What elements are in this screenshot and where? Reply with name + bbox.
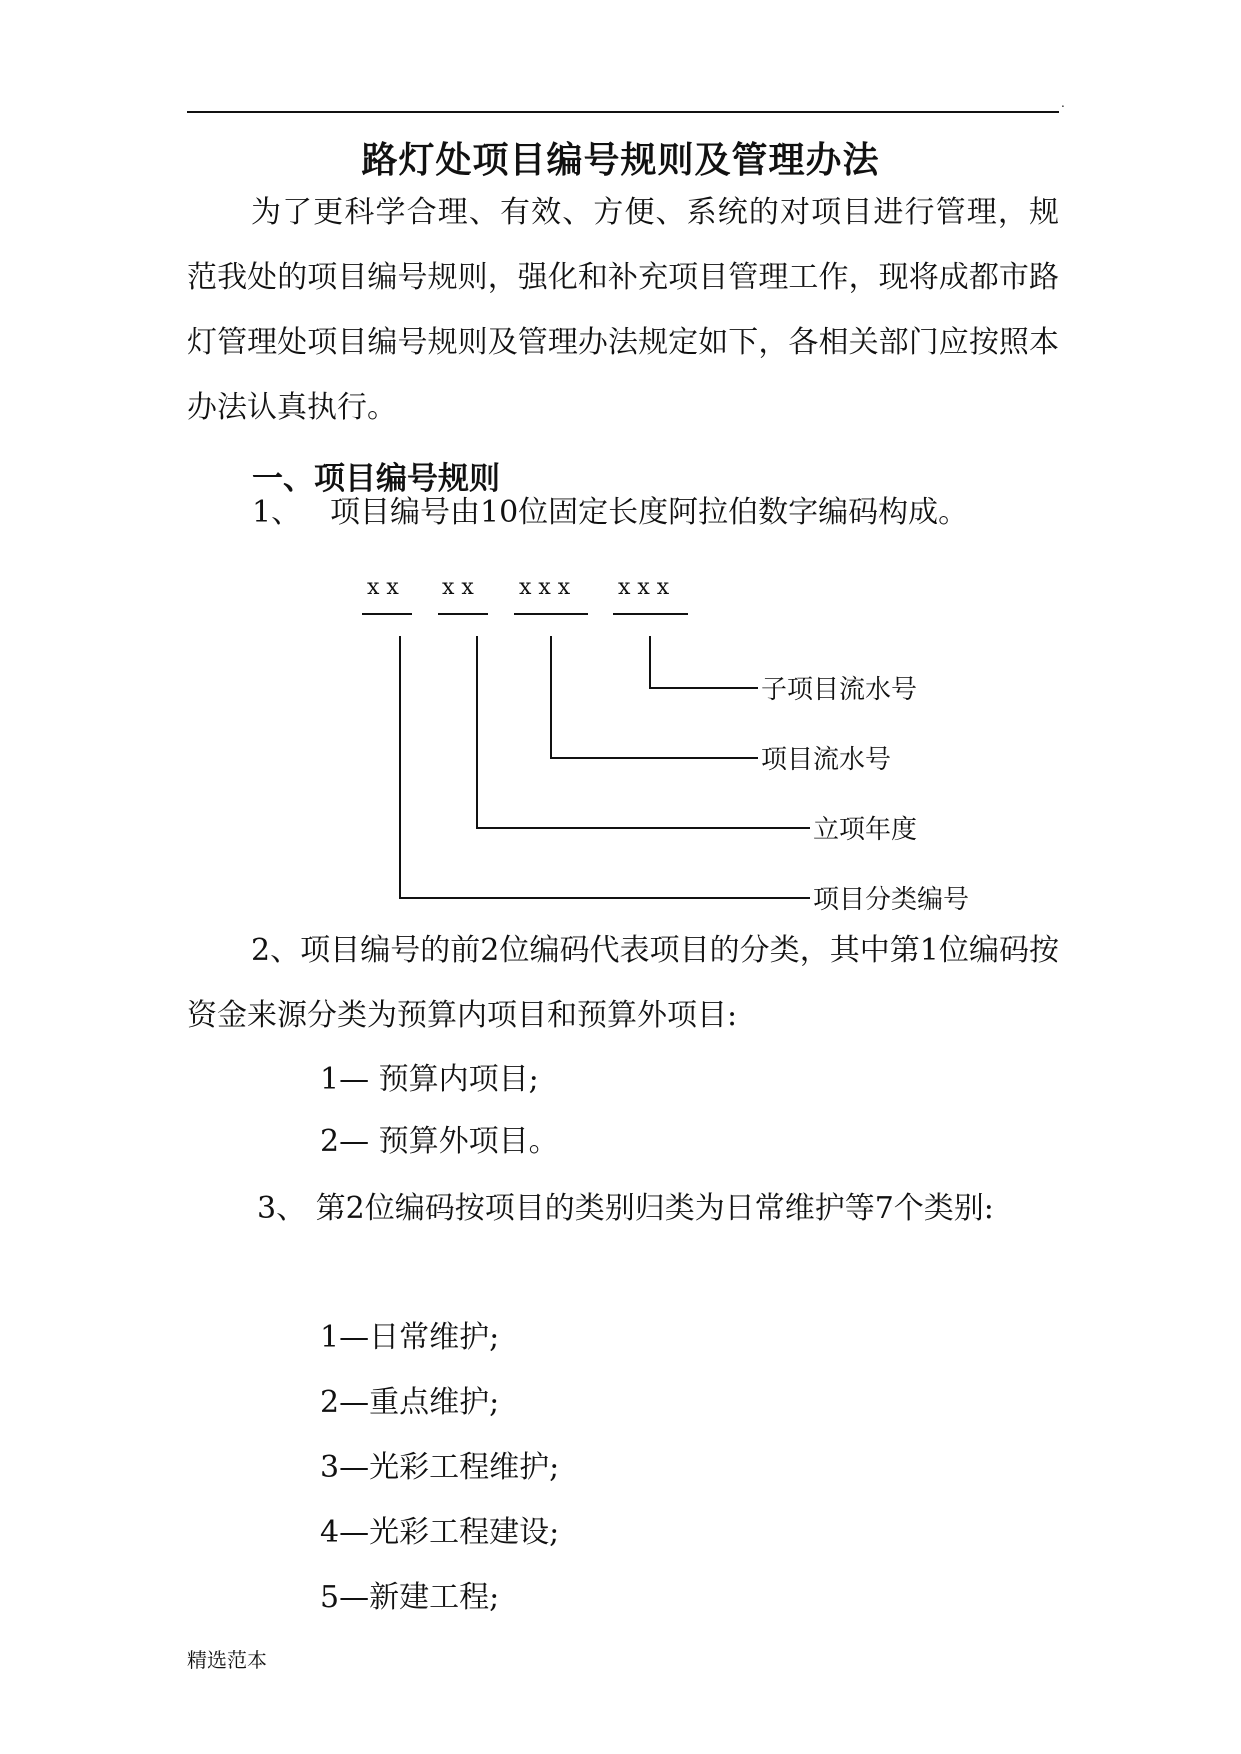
item-2-paragraph: 2、项目编号的前2位编码代表项目的分类，其中第1位编码按资金来源分类为预算内项目和预算外项目: <box>187 933 1059 1033</box>
label-project-serial: 项目流水号 <box>761 745 892 775</box>
connector-year <box>477 636 810 828</box>
category-item: 2—重点维护; <box>320 1385 500 1420</box>
label-category-code: 项目分类编号 <box>813 885 970 915</box>
item-1-text: 项目编号由10位固定长度阿拉伯数字编码构成。 <box>330 495 969 530</box>
funding-type-item: 2— 预算外项目。 <box>320 1124 559 1159</box>
category-item: 3—光彩工程维护; <box>320 1450 560 1485</box>
category-item: 1—日常维护; <box>320 1320 500 1355</box>
code-segment-project-serial: x x x <box>519 575 571 600</box>
label-subproject-serial: 子项目流水号 <box>761 675 918 705</box>
category-item: 4—光彩工程建设; <box>320 1515 560 1550</box>
header-dot: . <box>1061 96 1065 110</box>
connector-subproject-serial <box>650 636 758 688</box>
label-project-year: 立项年度 <box>813 815 918 845</box>
funding-type-item: 1— 预算内项目; <box>320 1062 539 1097</box>
connector-lines <box>400 636 810 898</box>
code-segment-category: x x <box>367 575 399 600</box>
category-item: 5—新建工程; <box>320 1580 500 1615</box>
section-heading-numbering-rules: 一、项目编号规则 <box>252 461 500 497</box>
item-1-number: 1、 <box>252 495 302 530</box>
connector-category <box>400 636 810 898</box>
page-footer: 精选范本 <box>187 1648 267 1672</box>
code-segment-subproject-serial: x x x <box>618 575 670 600</box>
document-title: 路灯处项目编号规则及管理办法 <box>361 140 880 181</box>
connector-project-serial <box>551 636 758 758</box>
item-3-paragraph: 3、 第2位编码按项目的类别归类为日常维护等7个类别: <box>257 1191 994 1226</box>
code-segment-year: x x <box>442 575 474 600</box>
intro-paragraph: 为了更科学合理、有效、方便、系统的对项目进行管理，规范我处的项目编号规则，强化和补充项目管理工作，现将成都市路灯管理处项目编号规则及管理办法规定如下，各相关部门应按照本办法认真执行。 <box>187 195 1059 425</box>
